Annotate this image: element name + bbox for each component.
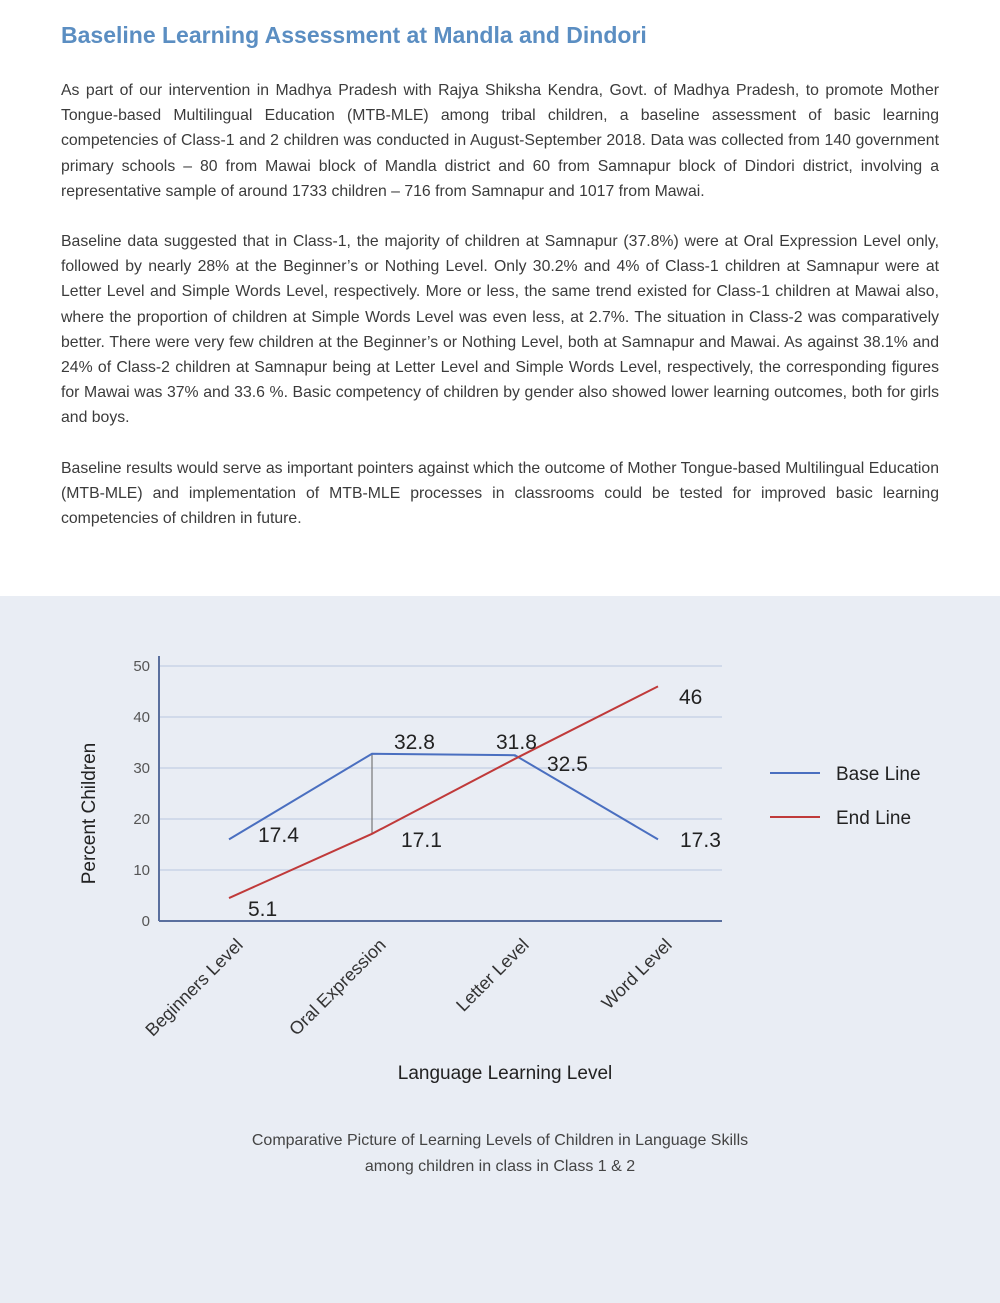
learning-levels-chart [0, 596, 1000, 1116]
y-tick-label: 20 [133, 811, 150, 828]
data-label: 17.1 [401, 829, 442, 852]
data-label: 32.8 [394, 731, 435, 754]
y-tick-label: 40 [133, 709, 150, 726]
data-label: 17.3 [680, 829, 721, 852]
y-tick-label: 10 [133, 862, 150, 879]
y-axis-label: Percent Children [79, 742, 100, 885]
data-label: 17.4 [258, 824, 299, 847]
x-tick-label: Word Level [597, 934, 676, 1013]
x-tick-label: Beginners Level [141, 934, 247, 1041]
data-label: 32.5 [547, 753, 588, 776]
data-label: 46 [679, 686, 703, 709]
y-tick-label: 50 [133, 658, 150, 675]
x-tick-label: Letter Level [452, 934, 533, 1016]
x-axis-label: Language Learning Level [397, 1063, 613, 1084]
page-heading: Baseline Learning Assessment at Mandla and Dindori [61, 22, 647, 48]
paragraph-intro: As part of our intervention in Madhya Pradesh with Rajya Shiksha Kendra, Govt. of Madhya Pradesh, to promote Mother Tongue-based Multilingual Education (MTB-MLE) among tribal children, a baseline assessment of basic learning competencies of Class-1 and 2 children was conducted in August-September 2018. Data was collected from 140 government primary schools – 80 from Mawai block of Mandla district and 60 from Samnapur block of Dindori district, involving a representative sample of around 1733 children – 716 from Samnapur and 1017 from Mawai. [61, 82, 939, 200]
data-label: 31.8 [496, 731, 537, 754]
y-tick-label: 30 [133, 760, 150, 777]
paragraph-baseline-findings: Baseline data suggested that in Class-1, the majority of children at Samnapur (37.8%) were at Oral Expression Level only, followed by nearly 28% at the Beginner’s or Nothing Level. Only 30.2% and 4% of Class-1 children at Samnapur were at Letter Level and Simple Words Level, respectively. More or less, the same trend existed for Class-1 children at Mawai also, where the proportion of children at Simple Words Level was even less, at 2.7%. The situation in Class-2 was comparatively better. There were very few children at the Beginner’s or Nothing Level, both at Samnapur and Mawai. As against 38.1% and 24% of Class-2 children at Samnapur being at Letter Level and Simple Words Level, respectively, the corresponding figures for Mawai was 37% and 33.6 %. Basic competency of children by gender also showed lower learning outcomes, both for girls and boys. [61, 233, 939, 427]
series-line-end-line [229, 686, 658, 898]
chart-caption-line-1: Comparative Picture of Learning Levels of Children in Language Skills [251, 1132, 749, 1149]
x-tick-label: Oral Expression [285, 934, 390, 1040]
chart-panel [0, 596, 1000, 1303]
legend-label: End Line [836, 808, 912, 829]
y-tick-label: 0 [141, 913, 150, 930]
paragraph-conclusion: Baseline results would serve as important pointers against which the outcome of Mother Tongue-based Multilingual Education (MTB-MLE) and implementation of MTB-MLE processes in classrooms could be tested for improved basic learning competencies of children in future. [61, 460, 939, 528]
chart-caption-line-2: among children in class in Class 1 & 2 [364, 1158, 636, 1175]
data-label: 5.1 [248, 898, 278, 921]
legend-label: Base Line [836, 764, 921, 785]
